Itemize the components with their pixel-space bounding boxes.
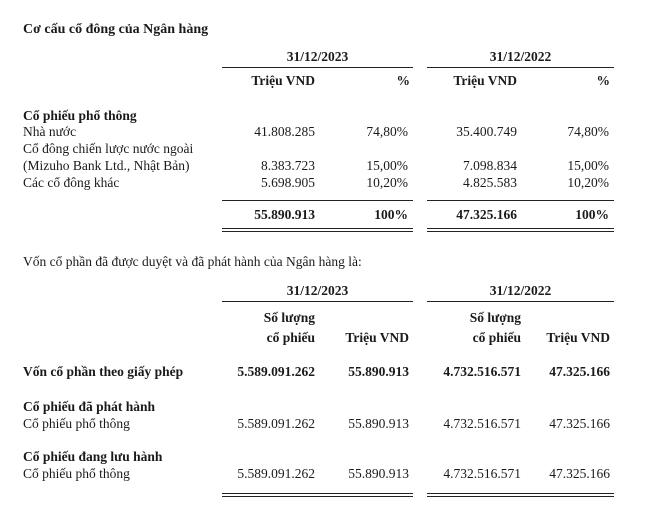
col-shares-2023-line2: cổ phiếu xyxy=(266,330,315,345)
bottom-double-rule-2023-a xyxy=(222,493,413,494)
licensed-value-2023: 55.890.913 xyxy=(348,364,409,379)
bottom-double-rule-2023-b xyxy=(222,496,413,497)
outstanding-heading: Cổ phiếu đang lưu hành xyxy=(23,449,163,464)
section1-title: Cơ cấu cổ đông của Ngân hàng xyxy=(23,22,209,37)
issued-value-2022: 47.325.166 xyxy=(549,416,610,431)
header-2023-rule xyxy=(222,67,413,68)
row-label: Cổ đông chiến lược nước ngoài xyxy=(23,141,194,156)
group-label: Cổ phiếu phổ thông xyxy=(23,108,137,123)
col-million-vnd-2023: Triệu VND xyxy=(345,330,409,345)
bottom-double-rule-2022-b xyxy=(427,496,614,497)
row-percent-2023: 74,80% xyxy=(366,124,408,139)
col-million-vnd-2023: Triệu VND xyxy=(251,73,315,88)
col-shares-2022-line2: cổ phiếu xyxy=(472,330,521,345)
col-shares-2022-line1: Số lượng xyxy=(469,310,521,325)
row-value-2023: 5.698.905 xyxy=(261,175,315,190)
row-value-2023: 8.383.723 xyxy=(261,158,315,173)
issued-shares-2022: 4.732.516.571 xyxy=(443,416,521,431)
total-double-rule-2023-a xyxy=(222,228,413,229)
total-double-rule-2022-b xyxy=(427,231,614,232)
licensed-shares-2022: 4.732.516.571 xyxy=(443,364,521,379)
row-percent-2023: 15,00% xyxy=(366,158,408,173)
row-percent-2023: 10,20% xyxy=(366,175,408,190)
header-2022-rule xyxy=(427,301,614,302)
issued-heading: Cổ phiếu đã phát hành xyxy=(23,399,156,414)
section2-intro: Vốn cổ phần đã được duyệt và đã phát hành của Ngân hàng là: xyxy=(23,254,362,269)
total-rule-2022 xyxy=(427,200,614,201)
total-value-2022: 47.325.166 xyxy=(456,207,517,222)
total-double-rule-2023-b xyxy=(222,231,413,232)
row-percent-2022: 10,20% xyxy=(567,175,609,190)
outstanding-label: Cổ phiếu phổ thông xyxy=(23,466,130,481)
licensed-label: Vốn cổ phần theo giấy phép xyxy=(23,364,184,379)
header-2022: 31/12/2022 xyxy=(489,49,552,64)
licensed-shares-2023: 5.589.091.262 xyxy=(237,364,315,379)
row-value-2022: 7.098.834 xyxy=(463,158,517,173)
issued-label: Cổ phiếu phổ thông xyxy=(23,416,130,431)
outstanding-shares-2022: 4.732.516.571 xyxy=(443,466,521,481)
header-2023: 31/12/2023 xyxy=(286,283,349,298)
row-percent-2022: 74,80% xyxy=(567,124,609,139)
total-double-rule-2022-a xyxy=(427,228,614,229)
row-label: Các cổ đông khác xyxy=(23,175,120,190)
total-value-2023: 55.890.913 xyxy=(254,207,315,222)
issued-shares-2023: 5.589.091.262 xyxy=(237,416,315,431)
row-percent-2022: 15,00% xyxy=(567,158,609,173)
col-million-vnd-2022: Triệu VND xyxy=(546,330,610,345)
col-percent-2022: % xyxy=(596,73,610,88)
issued-value-2023: 55.890.913 xyxy=(348,416,409,431)
bottom-double-rule-2022-a xyxy=(427,493,614,494)
header-2023: 31/12/2023 xyxy=(286,49,349,64)
row-label: Nhà nước xyxy=(23,124,77,139)
outstanding-value-2022: 47.325.166 xyxy=(549,466,610,481)
outstanding-value-2023: 55.890.913 xyxy=(348,466,409,481)
outstanding-shares-2023: 5.589.091.262 xyxy=(237,466,315,481)
header-2022-rule xyxy=(427,67,614,68)
row-label-line2: (Mizuho Bank Ltd., Nhật Bản) xyxy=(23,158,190,173)
row-value-2023: 41.808.285 xyxy=(254,124,315,139)
total-percent-2023: 100% xyxy=(374,207,408,222)
row-value-2022: 4.825.583 xyxy=(463,175,517,190)
col-shares-2023-line1: Số lượng xyxy=(263,310,315,325)
total-percent-2022: 100% xyxy=(575,207,609,222)
row-value-2022: 35.400.749 xyxy=(456,124,517,139)
header-2023-rule xyxy=(222,301,413,302)
total-rule-2023 xyxy=(222,200,413,201)
col-percent-2023: % xyxy=(396,73,410,88)
header-2022: 31/12/2022 xyxy=(489,283,552,298)
licensed-value-2022: 47.325.166 xyxy=(549,364,610,379)
col-million-vnd-2022: Triệu VND xyxy=(453,73,517,88)
